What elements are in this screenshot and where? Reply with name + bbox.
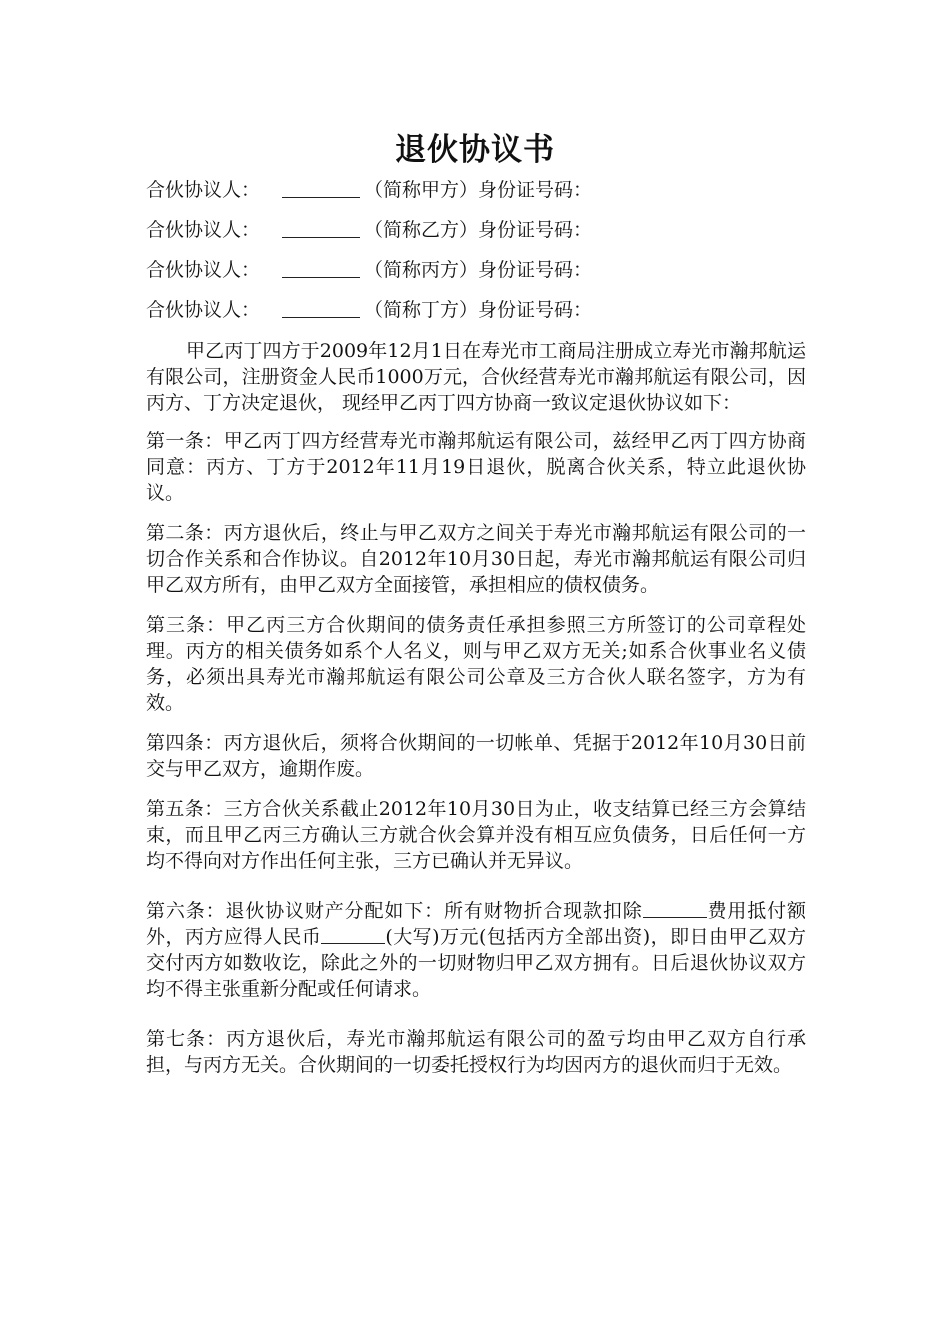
article-6-part-3: (大写)万元(包括丙方全部出资)，即日由甲乙双方交付丙方如数收讫，除此之外的一切财物归甲乙双方拥有。日后退伙协议双方均不得主张重新分配或任何请求。 (146, 926, 806, 1000)
party-label: 合伙协议人： (146, 259, 261, 281)
article-4: 第四条：丙方退伙后，须将合伙期间的一切帐单、凭据于2012年10月30日前交与甲乙双方，逾期作废。 (146, 732, 806, 780)
article-6-part-2: 费用抵付额外，丙方应得人民币 (146, 900, 806, 948)
party-line-jia (146, 174, 806, 214)
name-blank (282, 257, 360, 278)
party-line-bing (146, 254, 806, 294)
intro-paragraph: 甲乙丙丁四方于2009年12月1日在寿光市工商局注册成立寿光市瀚邦航运有限公司，注册资金人民币1000万元，合伙经营寿光市瀚邦航运有限公司，因丙方、丁方决定退伙， 现经甲乙丙丁四方协商一致议定退伙协议如下： (146, 340, 806, 414)
party-suffix: （简称乙方）身份证号码： (364, 219, 593, 241)
party-suffix: （简称甲方）身份证号码： (364, 179, 593, 201)
agreement-body (146, 338, 806, 1092)
party-label: 合伙协议人： (146, 179, 261, 201)
party-label: 合伙协议人： (146, 299, 261, 321)
article-2: 第二条：丙方退伙后，终止与甲乙双方之间关于寿光市瀚邦航运有限公司的一切合作关系和合作协议。自2012年10月30日起，寿光市瀚邦航运有限公司归甲乙双方所有，由甲乙双方全面接管，承担相应的债权债务。 (146, 522, 806, 596)
document-title: 退伙协议书 (395, 132, 555, 168)
name-blank (282, 217, 360, 238)
party-suffix: （简称丙方）身份证号码： (364, 259, 593, 281)
party-suffix: （简称丁方）身份证号码： (364, 299, 593, 321)
party-list (146, 174, 806, 334)
fee-blank (643, 899, 707, 918)
name-blank (282, 177, 360, 198)
article-1: 第一条：甲乙丙丁四方经营寿光市瀚邦航运有限公司，兹经甲乙丙丁四方协商同意：丙方、丁方于2012年11月19日退伙，脱离合伙关系，特立此退伙协议。 (146, 430, 806, 504)
party-line-ding (146, 294, 806, 334)
party-label: 合伙协议人： (146, 219, 261, 241)
article-7: 第七条：丙方退伙后，寿光市瀚邦航运有限公司的盈亏均由甲乙双方自行承担，与丙方无关。合伙期间的一切委托授权行为均因丙方的退伙而归于无效。 (146, 1028, 806, 1076)
amount-blank (321, 925, 385, 944)
party-line-yi (146, 214, 806, 254)
article-6-part-1: 第六条：退伙协议财产分配如下：所有财物折合现款扣除 (146, 900, 643, 922)
name-blank (282, 297, 360, 318)
article-6 (146, 898, 806, 1002)
article-3: 第三条：甲乙丙三方合伙期间的债务责任承担参照三方所签订的公司章程处理。丙方的相关债务如系个人名义，则与甲乙双方无关;如系合伙事业名义债务，必须出具寿光市瀚邦航运有限公司公章及三方合伙人联名签字，方为有效。 (146, 614, 806, 714)
article-5: 第五条：三方合伙关系截止2012年10月30日为止，收支结算已经三方会算结束，而且甲乙丙三方确认三方就合伙会算并没有相互应负债务，日后任何一方均不得向对方作出任何主张，三方已确认并无异议。 (146, 798, 806, 872)
